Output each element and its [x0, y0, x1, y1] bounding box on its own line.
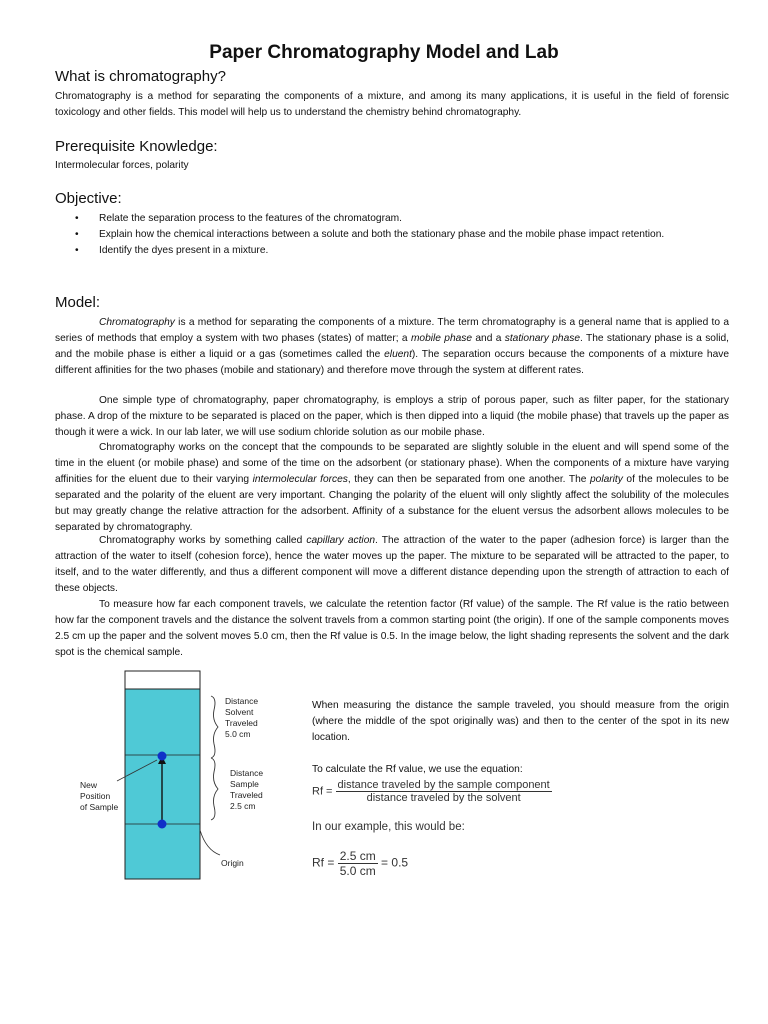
term-capillary-action: capillary action — [306, 535, 376, 546]
pointer-origin — [200, 830, 220, 855]
rf-example-lhs: Rf = — [312, 855, 335, 870]
term-polarity: polarity — [590, 474, 623, 485]
rf-equation-lhs: Rf = — [312, 785, 333, 798]
term-eluent: eluent — [384, 349, 412, 360]
example-intro: In our example, this would be: — [312, 821, 465, 833]
rf-example — [312, 849, 408, 878]
label-origin: Origin — [221, 858, 244, 868]
label-solvent-distance: Distance Solvent Traveled 5.0 cm — [225, 696, 259, 739]
heading-model: Model: — [55, 294, 101, 311]
list-item: • Identify the dyes present in a mixture. — [55, 243, 729, 259]
paper-strip-top — [125, 671, 200, 689]
chromatogram-figure — [75, 668, 305, 893]
paragraph-model-2: One simple type of chromatography, paper chromatography, is employs a strip of porous paper, such as filter paper, for the stationary phase. A drop of the mixture to be separated is placed on the paper, which is then dipped into a liquid (the mobile phase) that travels up the paper as though it were a wick. In our lab later, we will use sodium chloride solution as our mobile phase. — [55, 395, 729, 438]
label-sample-distance: Distance Sample Traveled 2.5 cm — [230, 768, 264, 811]
paragraph-model-5: To measure how far each component travels, we calculate the retention factor (Rf value) of the sample. The Rf value is the ratio between how far the component travels and the distance the solvent travels from a common starting point (the origin). If one of the sample components moves 2.5 cm up the paper and the solvent moves 5.0 cm, then the Rf value is 0.5. In the image below, the light shading represents the solvent and the dark spot is the chemical sample. — [55, 599, 729, 658]
list-item: • Explain how the chemical interactions between a solute and both the stationary phase and the mobile phase impact retention. — [55, 227, 729, 243]
term-stationary-phase: stationary phase — [504, 333, 580, 344]
paragraph-intro: Chromatography is a method for separating the components of a mixture, and among its many applications, it is useful in the field of forensic toxicology and other fields. This model will help us to understand the chemistry behind chromatography. — [55, 91, 729, 118]
heading-objective: Objective: — [55, 190, 122, 207]
sample-spot-new — [158, 752, 167, 761]
brace-sample — [211, 758, 218, 820]
paragraph-equation-intro: To calculate the Rf value, we use the equation: — [312, 764, 523, 775]
paragraph-measuring: When measuring the distance the sample traveled, you should measure from the origin (where the middle of the spot originally was) and then to the center of the spot in its new location. — [312, 700, 729, 743]
rf-equation-denominator: distance traveled by the solvent — [366, 792, 521, 804]
rf-equation-fraction — [336, 779, 552, 804]
heading-what-is: What is chromatography? — [55, 68, 226, 85]
paragraph-model-3: Chromatography works on the concept that the compounds to be separated are slightly soluble in the eluent and will spend some of the time in the eluent (or mobile phase) and some of the time on the adsorbent (or stationary phase). When the components of a mixture have varying affinities for the eluent due to their varying intermolecular forces, they can then be separated from one another. The polarity of the molecules to be separated and the polarity of the eluent are very important. Changing the polarity of the eluent will only slightly affect the solubility of the molecules but may greatly change the relative attraction for the adsorbent. Affinity of a substance for the eluent versus the adsorbent allows molecules to be separated by chromatography. — [55, 442, 729, 533]
term-chromatography: Chromatography — [99, 317, 175, 328]
term-intermolecular-forces: intermolecular forces — [252, 474, 348, 485]
brace-solvent — [211, 696, 218, 758]
rf-example-numerator: 2.5 cm — [339, 849, 376, 863]
rf-example-fraction — [338, 849, 378, 878]
sample-spot-origin — [158, 820, 167, 829]
paragraph-model-4: Chromatography works by something called capillary action. The attraction of the water to the paper (adhesion force) is larger than the attraction of the water to itself (cohesion force), hence the water moves up the paper. The mixture to be separated will be attracted to the paper, to itself, and to the water differently, and thus a different component will move a different distance depending upon the strength of attraction to each of these objects. — [55, 535, 729, 594]
heading-prerequisite: Prerequisite Knowledge: — [55, 138, 218, 155]
page-title: Paper Chromatography Model and Lab — [209, 42, 559, 63]
rf-example-denominator: 5.0 cm — [339, 864, 376, 878]
objective-list — [55, 211, 729, 259]
rf-example-result: = 0.5 — [381, 855, 409, 870]
paragraph-model-1: Chromatography is a method for separating the components of a mixture. The term chromatography is a general name that is applied to a series of methods that employ a system with two phases (states) of matter; a mobile phase and a stationary phase. The stationary phase is a solid, and the mobile phase is either a liquid or a gas (sometimes called the eluent). The separation occurs because the components of a mixture have different affinities for the two phases (mobile and stationary) and therefore move through the system at different rates. — [55, 317, 730, 376]
rf-equation — [312, 779, 552, 804]
label-new-position: New Position of Sample — [80, 780, 119, 812]
rf-equation-numerator: distance traveled by the sample component — [337, 779, 550, 791]
list-item: • Relate the separation process to the features of the chromatogram. — [55, 211, 729, 227]
paragraph-prerequisite: Intermolecular forces, polarity — [55, 160, 189, 171]
term-mobile-phase: mobile phase — [410, 333, 473, 344]
